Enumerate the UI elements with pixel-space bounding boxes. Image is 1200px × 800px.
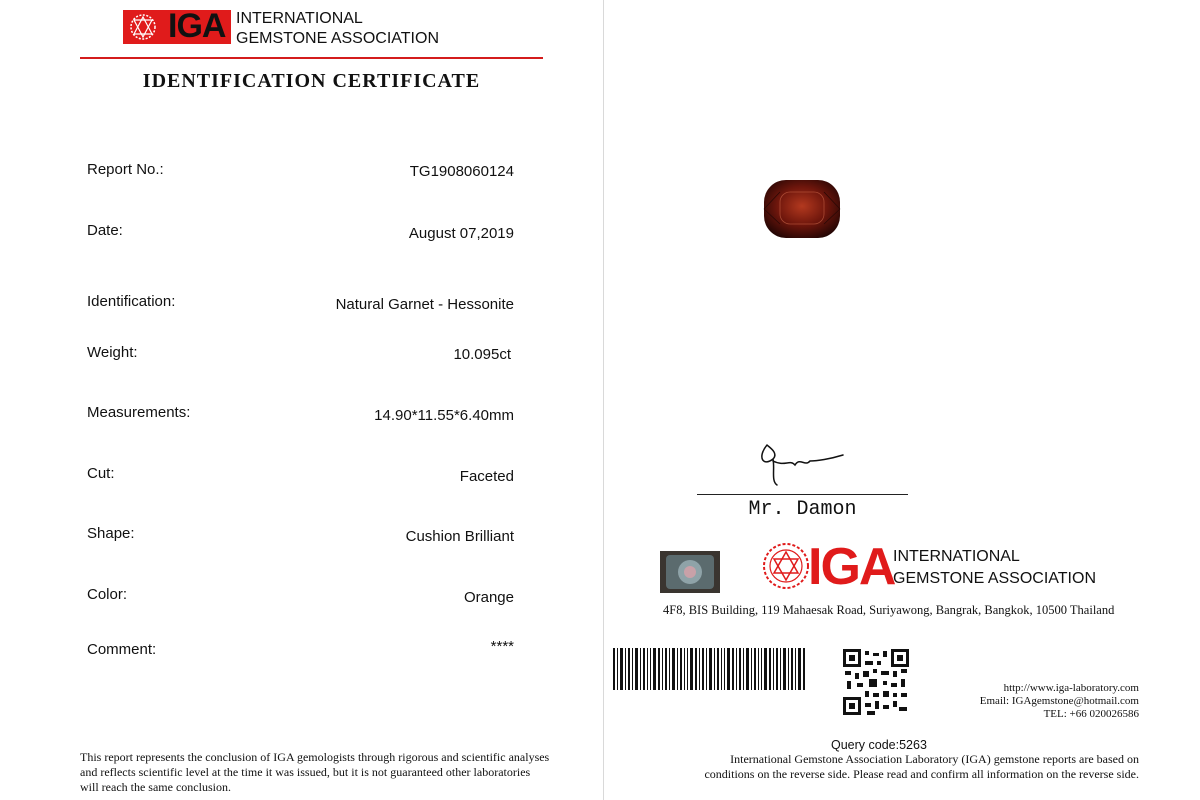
org-name-line1: INTERNATIONAL bbox=[236, 10, 363, 27]
query-code: Query code:5263 bbox=[831, 738, 927, 752]
gemstone-photo bbox=[762, 178, 842, 240]
field-value-cut: Faceted bbox=[459, 468, 514, 485]
org-name-line2: GEMSTONE ASSOCIATION bbox=[236, 30, 439, 47]
field-label-weight: Weight: bbox=[87, 344, 138, 361]
field-label-color: Color: bbox=[87, 586, 128, 603]
iga-logo-text-large: IGA bbox=[808, 538, 895, 596]
report-conditions-note: International Gemstone Association Laboratory (IGA) gemstone reports are based on conditions on the reverse side. Please read and confirm all information on the reverse side. bbox=[704, 752, 1139, 781]
certificate-title: IDENTIFICATION CERTIFICATE bbox=[142, 70, 481, 92]
signer-name: Mr. Damon bbox=[748, 498, 857, 521]
field-value-report-no: TG1908060124 bbox=[409, 163, 514, 180]
field-value-weight: 10.095ct bbox=[453, 346, 511, 363]
signature-mark bbox=[755, 437, 850, 487]
phone-text: TEL: +66 020026586 bbox=[1043, 708, 1139, 720]
field-value-comment: **** bbox=[490, 638, 514, 655]
hologram-seal-icon bbox=[660, 551, 720, 593]
field-label-identification: Identification: bbox=[87, 293, 176, 310]
field-label-date: Date: bbox=[87, 222, 123, 239]
field-label-comment: Comment: bbox=[87, 641, 157, 658]
field-value-date: August 07,2019 bbox=[408, 225, 514, 242]
field-value-color: Orange bbox=[463, 589, 514, 606]
signature-line bbox=[697, 494, 908, 495]
email-text: Email: IGAgemstone@hotmail.com bbox=[979, 695, 1139, 707]
field-value-identification: Natural Garnet - Hessonite bbox=[335, 296, 514, 313]
org-name-line1-right: INTERNATIONAL bbox=[893, 548, 1020, 565]
barcode-image bbox=[613, 648, 805, 690]
header-rule bbox=[80, 57, 543, 59]
iga-logo-text: IGA bbox=[168, 7, 226, 45]
page-fold-divider bbox=[603, 0, 604, 800]
field-value-shape: Cushion Brilliant bbox=[405, 528, 514, 545]
field-label-cut: Cut: bbox=[87, 465, 115, 482]
contact-info bbox=[980, 682, 1139, 721]
field-label-measurements: Measurements: bbox=[87, 404, 191, 421]
field-label-report-no: Report No.: bbox=[87, 161, 164, 178]
qr-code-image bbox=[843, 649, 909, 715]
disclaimer-text: This report represents the conclusion of IGA gemologists through rigorous and scientific analyses and reflects scientific level at the time it was issued, but it is not guaranteed other laboratories will reach the same conclusion. bbox=[80, 750, 550, 794]
website-link[interactable]: http://www.iga-laboratory.com bbox=[1003, 682, 1139, 694]
lab-address: 4F8, BIS Building, 119 Mahaesak Road, Suriyawong, Bangrak, Bangkok, 10500 Thailand bbox=[663, 603, 1115, 617]
org-name-line2-right: GEMSTONE ASSOCIATION bbox=[893, 570, 1096, 587]
iga-emblem-icon bbox=[762, 542, 810, 590]
field-label-shape: Shape: bbox=[87, 525, 135, 542]
field-value-measurements: 14.90*11.55*6.40mm bbox=[374, 407, 514, 424]
emblem-icon bbox=[123, 10, 163, 44]
